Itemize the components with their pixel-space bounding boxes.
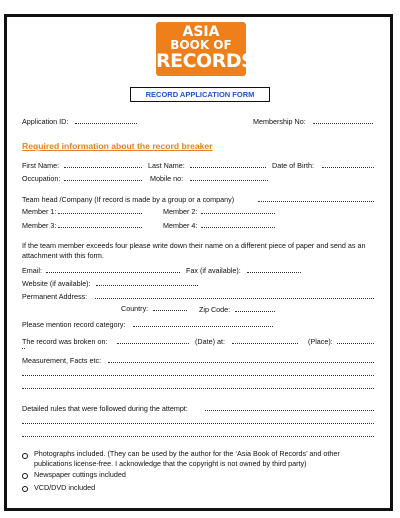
measurement-line-2[interactable] (22, 375, 374, 376)
member4-field[interactable] (201, 227, 275, 228)
vcd-dvd-checkbox[interactable] (22, 486, 28, 492)
first-name-label: First Name: (22, 161, 60, 170)
photographs-text: Photographs included. (They can be used by the author for the ‘Asia Book of Records’ and other publications license-free. I acknowledge that the copyright is not owned by third party) (34, 449, 340, 468)
mobile-label: Mobile no: (150, 174, 184, 183)
application-id-field[interactable] (75, 123, 137, 124)
date-at-label: (Date) at: (195, 337, 225, 346)
first-name-field[interactable] (64, 167, 142, 168)
broken-on-label: The record was broken on: (22, 337, 108, 346)
measurement-label: Measurement, Facts etc: (22, 356, 102, 365)
membership-no-field[interactable] (313, 123, 373, 124)
category-field[interactable] (133, 326, 273, 327)
form-title: RECORD APPLICATION FORM (130, 87, 270, 102)
last-name-label: Last Name: (148, 161, 185, 170)
rules-line-3[interactable] (22, 436, 374, 437)
newspaper-text: Newspaper cuttings included (34, 470, 126, 479)
measurement-field[interactable] (108, 362, 374, 363)
fax-field[interactable] (247, 272, 301, 273)
measurement-line-3[interactable] (22, 388, 374, 389)
place-label: (Place): (308, 337, 333, 346)
fax-label: Fax (if available): (186, 266, 241, 275)
membership-no-label: Membership No: (253, 117, 306, 126)
zip-field[interactable] (235, 311, 275, 312)
place-field-continued[interactable] (22, 348, 25, 349)
team-note: If the team member exceeds four please write down their name on a different piece of paper and send as an attachment with this form. (22, 241, 366, 260)
member2-label: Member 2: (163, 207, 198, 216)
team-head-field[interactable] (258, 201, 374, 202)
category-label: Please mention record category: (22, 320, 126, 329)
zip-label: Zip Code: (199, 305, 231, 314)
country-label: Country: (121, 304, 149, 313)
member1-field[interactable] (58, 213, 142, 214)
logo-line3: RECORDS (156, 50, 255, 72)
member3-field[interactable] (58, 227, 142, 228)
vcd-dvd-text: VCD/DVD included (34, 483, 96, 492)
website-label: Website (if available): (22, 279, 91, 288)
member4-label: Member 4: (163, 221, 198, 230)
logo-line1: ASIA (182, 24, 220, 40)
last-name-field[interactable] (190, 167, 266, 168)
section-heading: Required information about the record breaker (22, 141, 213, 151)
member2-field[interactable] (201, 213, 275, 214)
application-id-label: Application ID: (22, 117, 69, 126)
mobile-field[interactable] (190, 180, 268, 181)
address-label: Permanent Address: (22, 292, 88, 301)
email-field[interactable] (46, 272, 180, 273)
newspaper-checkbox[interactable] (22, 473, 28, 479)
website-field[interactable] (96, 285, 198, 286)
team-head-label: Team head /Company (If record is made by a group or a company) (22, 195, 235, 204)
member1-label: Member 1: (22, 207, 57, 216)
country-field[interactable] (153, 310, 187, 311)
email-label: Email: (22, 266, 42, 275)
photographs-checkbox[interactable] (22, 453, 28, 459)
dob-field[interactable] (322, 167, 374, 168)
occupation-label: Occupation: (22, 174, 61, 183)
occupation-field[interactable] (64, 180, 142, 181)
asia-book-of-records-logo (156, 22, 255, 76)
rules-field[interactable] (205, 410, 374, 411)
date-at-field[interactable] (232, 343, 298, 344)
logo-line2: BOOK OF (170, 38, 232, 52)
rules-label: Detailed rules that were followed during the attempt: (22, 404, 188, 413)
rules-line-2[interactable] (22, 423, 374, 424)
place-field[interactable] (337, 343, 374, 344)
broken-on-field[interactable] (117, 343, 189, 344)
member3-label: Member 3: (22, 221, 57, 230)
address-field[interactable] (95, 298, 374, 299)
dob-label: Date of Birth: (272, 161, 314, 170)
